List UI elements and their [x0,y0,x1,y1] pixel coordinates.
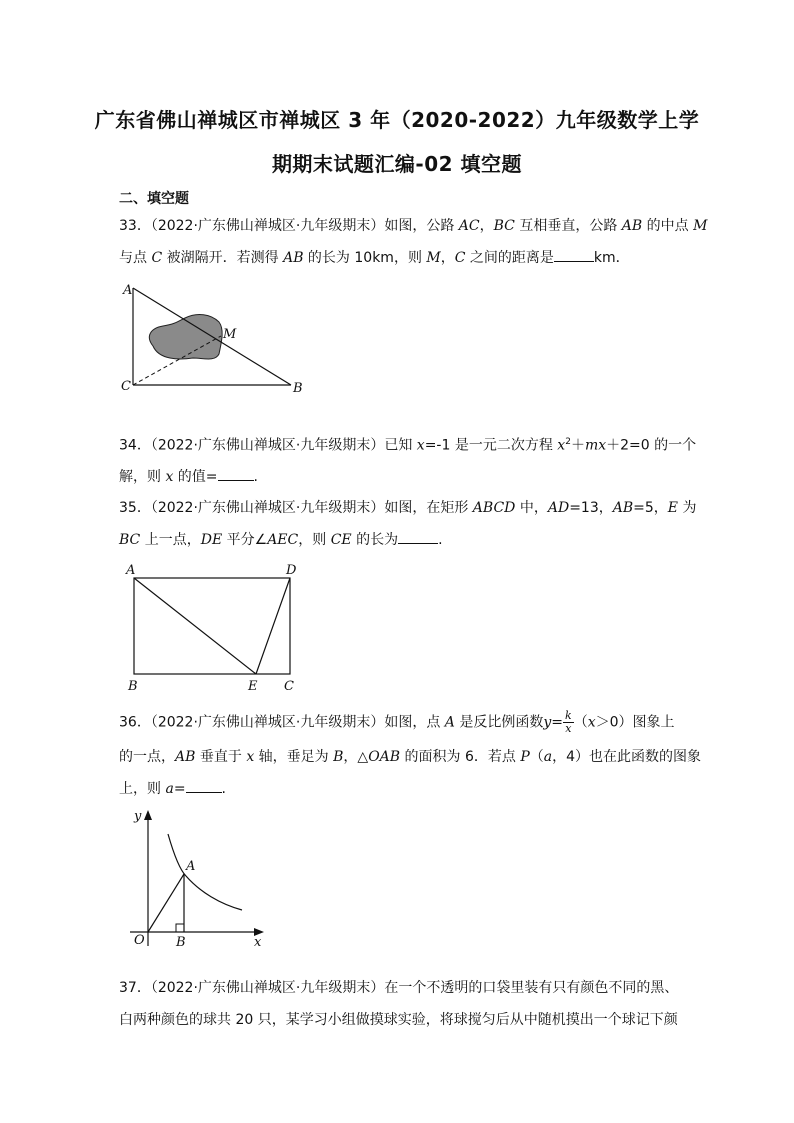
label-A: A [186,859,196,874]
answer-blank [218,466,254,481]
right-angle-mark [176,924,184,932]
q35-line-2: BC 上一点，DE 平分∠AEC，则 CE 的长为 . [119,529,443,550]
label-A: A [123,283,133,298]
q33-line-2: 与点 C 被湖隔开．若测得 AB 的长为 10km，则 M，C 之间的距离是 km． [119,247,630,268]
label-E: E [248,679,258,694]
q36-line-1: 36．（2022·广东佛山禅城区·九年级期末）如图，点 A 是反比例函数y= $\frac{k}{x}$ （x＞0）图象上 [119,709,675,735]
answer-blank [398,529,438,544]
segment-DE [256,578,290,674]
section-heading: 二、填空题 [119,191,189,207]
answer-blank [186,778,222,793]
label-C: C [121,379,131,394]
q33-line-1: 33．（2022·广东佛山禅城区·九年级期末）如图，公路 AC，BC 互相垂直，公路 AB 的中点 M [119,218,708,234]
q36-figure [120,806,270,952]
q34-line-2: 解，则 x 的值= . [119,466,258,487]
label-A: A [126,563,136,578]
segment-AE [134,578,256,674]
q37-line-1: 37．（2022·广东佛山禅城区·九年级期末）在一个不透明的口袋里装有只有颜色不同的黑、 [119,980,679,996]
label-y: y [134,809,142,824]
q35-figure [118,558,318,698]
label-M: M [223,327,237,342]
y-axis-arrow [144,810,152,820]
segment-OA [148,874,184,932]
q36-line-2: 的一点，AB 垂直于 x 轴，垂足为 B，△OAB 的面积为 6．若点 P（a，4）也在此函数的图象 [119,749,702,765]
q37-line-2: 白两种颜色的球共 20 只，某学习小组做摸球实验，将球搅匀后从中随机摸出一个球记下颜 [119,1012,678,1028]
q36-line-3: 上，则 a= . [119,778,226,799]
label-B: B [176,935,186,950]
fraction-k-over-x: $\frac{k}{x}$ [565,709,572,735]
label-B: B [128,679,138,694]
rectangle-ABCD [134,578,290,674]
label-O: O [134,933,145,948]
label-x: x [254,935,262,950]
lake-shape [149,315,222,359]
label-B: B [293,381,303,396]
label-D: D [286,563,297,578]
q33-figure [115,278,315,396]
answer-blank [554,247,594,262]
label-C: C [284,679,294,694]
q34-line-1: 34．（2022·广东佛山禅城区·九年级期末）已知 x=-1 是一元二次方程 $x^2+mx+2=0$ 的一个 [119,437,697,454]
document-title-line-2: 期期末试题汇编-02 填空题 [271,152,523,176]
document-title-line-1: 广东省佛山禅城区市禅城区 3 年（2020-2022）九年级数学上学 [94,108,700,132]
q35-line-1: 35．（2022·广东佛山禅城区·九年级期末）如图，在矩形 ABCD 中，AD=13，AB=5，E 为 [119,500,697,516]
hyperbola-curve [168,834,242,910]
